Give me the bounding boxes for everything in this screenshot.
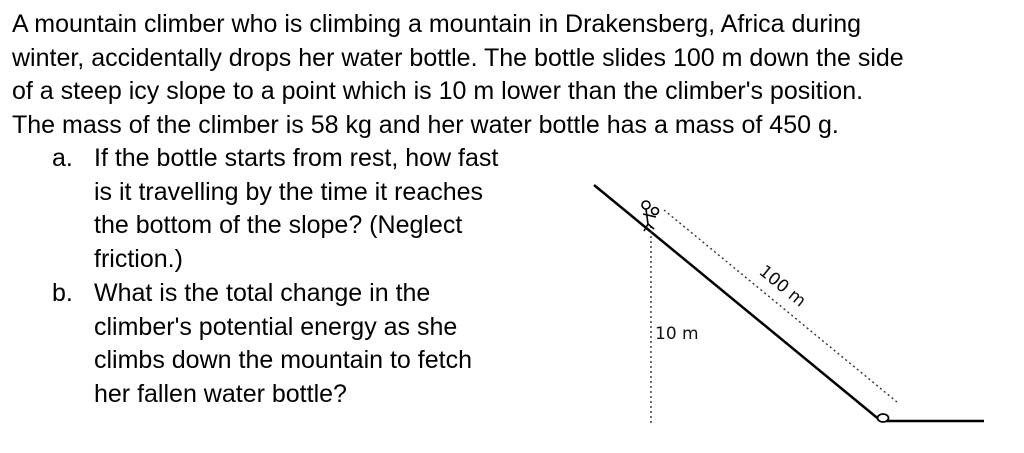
slope-line: [594, 185, 881, 421]
question-line: her fallen water bottle?: [94, 379, 347, 408]
intro-line: winter, accidentally drops her water bottle. The bottle slides 100 m down the side: [12, 43, 904, 72]
intro-line: The mass of the climber is 58 kg and her water bottle has a mass of 450 g.: [12, 110, 839, 139]
question-label: a.: [52, 144, 73, 172]
intro-line: of a steep icy slope to a point which is 10 m lower than the climber's position.: [12, 77, 864, 106]
question-line: friction.): [94, 244, 183, 273]
question-line: climbs down the mountain to fetch: [94, 346, 472, 375]
bottle-icon: [878, 414, 889, 422]
intro-line: A mountain climber who is climbing a mountain in Drakensberg, Africa during: [12, 10, 862, 38]
height-label: 10 m: [655, 324, 699, 344]
slope-label: 100 m: [754, 261, 810, 312]
distance-dotted-line: [664, 210, 897, 402]
question-line: the bottom of the slope? (Neglect: [94, 211, 463, 240]
question-line: is it travelling by the time it reaches: [94, 177, 484, 206]
question-line: climber's potential energy as she: [94, 312, 458, 341]
question-label: b.: [52, 279, 73, 307]
question-line: What is the total change in the: [94, 279, 431, 307]
question-line: If the bottle starts from rest, how fast: [94, 144, 499, 172]
